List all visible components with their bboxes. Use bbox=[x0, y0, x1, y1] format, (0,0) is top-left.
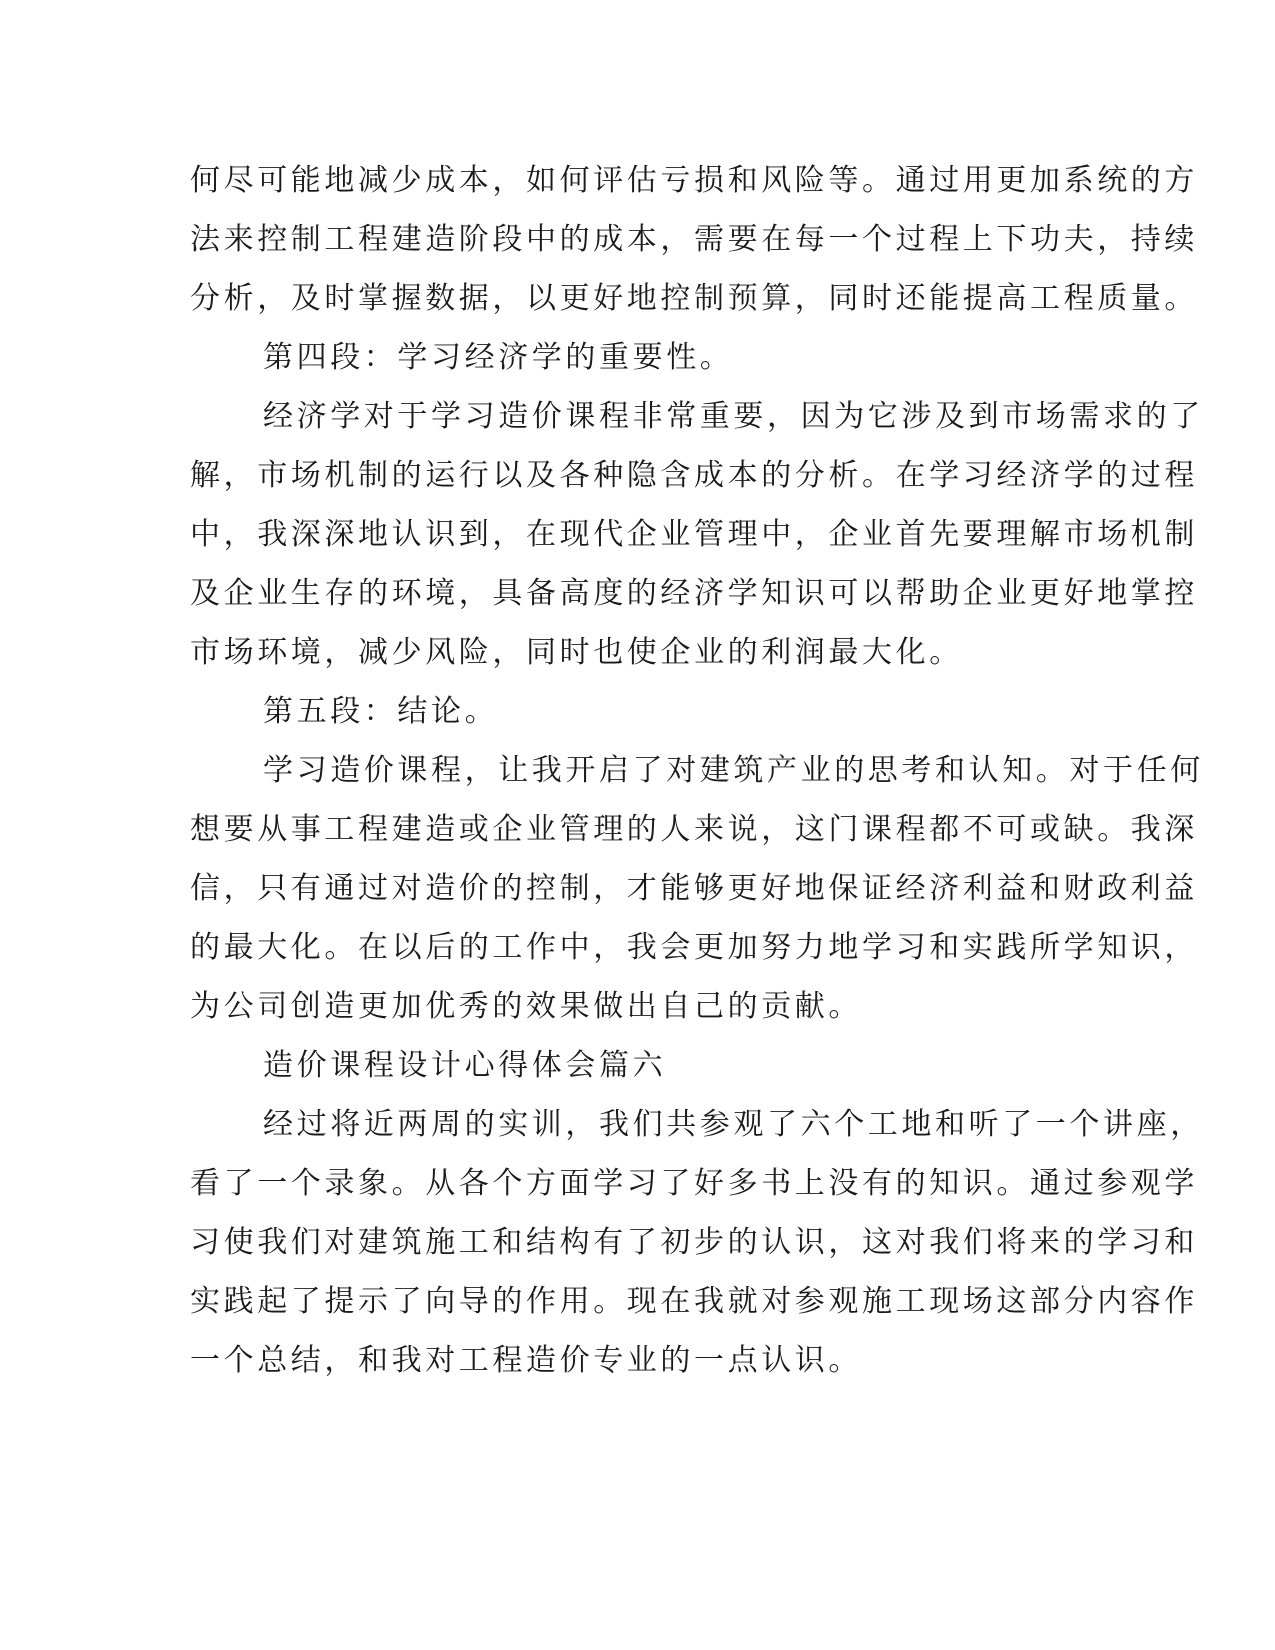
text-line: 的最大化。在以后的工作中，我会更加努力地学习和实践所学知识， bbox=[190, 930, 1198, 965]
section-heading: 第四段：学习经济学的重要性。 bbox=[263, 340, 734, 375]
text-line: 解，市场机制的运行以及各种隐含成本的分析。在学习经济学的过程 bbox=[190, 458, 1198, 493]
text-line: 何尽可能地减少成本，如何评估亏损和风险等。通过用更加系统的方 bbox=[190, 163, 1198, 198]
text-line: 及企业生存的环境，具备高度的经济学知识可以帮助企业更好地掌控 bbox=[190, 576, 1198, 611]
text-line: 想要从事工程建造或企业管理的人来说，这门课程都不可或缺。我深 bbox=[190, 812, 1198, 847]
text-line: 为公司创造更加优秀的效果做出自己的贡献。 bbox=[190, 989, 862, 1024]
text-line: 法来控制工程建造阶段中的成本，需要在每一个过程上下功夫，持续 bbox=[190, 222, 1198, 257]
text-line: 分析，及时掌握数据，以更好地控制预算，同时还能提高工程质量。 bbox=[190, 281, 1198, 316]
text-line: 一个总结，和我对工程造价专业的一点认识。 bbox=[190, 1343, 862, 1378]
text-line: 习使我们对建筑施工和结构有了初步的认识，这对我们将来的学习和 bbox=[190, 1225, 1198, 1260]
text-line: 经济学对于学习造价课程非常重要，因为它涉及到市场需求的了 bbox=[263, 399, 1204, 434]
section-heading: 第五段：结论。 bbox=[263, 694, 499, 729]
text-line: 实践起了提示了向导的作用。现在我就对参观施工现场这部分内容作 bbox=[190, 1284, 1198, 1319]
text-line: 学习造价课程，让我开启了对建筑产业的思考和认知。对于任何 bbox=[263, 753, 1204, 788]
text-line: 信，只有通过对造价的控制，才能够更好地保证经济利益和财政利益 bbox=[190, 871, 1198, 906]
text-line: 经过将近两周的实训，我们共参观了六个工地和听了一个讲座， bbox=[263, 1107, 1204, 1142]
text-line: 中，我深深地认识到，在现代企业管理中，企业首先要理解市场机制 bbox=[190, 517, 1198, 552]
text-line: 看了一个录象。从各个方面学习了好多书上没有的知识。通过参观学 bbox=[190, 1166, 1198, 1201]
text-line: 市场环境，减少风险，同时也使企业的利润最大化。 bbox=[190, 635, 963, 670]
chapter-title: 造价课程设计心得体会篇六 bbox=[263, 1048, 667, 1083]
